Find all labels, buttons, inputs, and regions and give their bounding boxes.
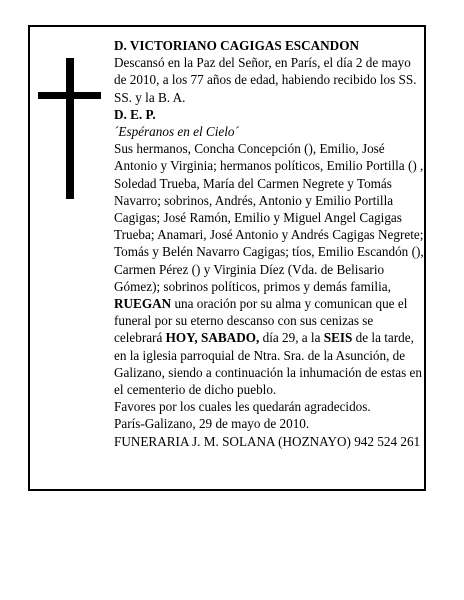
hoy-sabado-label: HOY, SABADO, <box>165 330 260 346</box>
cross-horizontal-bar <box>38 92 101 99</box>
cross-vertical-bar <box>66 58 74 199</box>
gratitude-line: Favores por los cuales les quedarán agradecidos. <box>114 399 371 415</box>
funeral-text-3: de la tarde, en la iglesia parroquial de Ntra. Sra. de la Asunción, de Galizano, siendo a continuación la inhumación de estas en el cementerio de dicho pueblo. <box>114 330 422 398</box>
funeral-request <box>114 295 424 398</box>
funeral-home: FUNERARIA J. M. SOLANA (HOZNAYO) 942 524 261 <box>114 433 421 449</box>
obituary-card <box>28 25 426 491</box>
family-members: Sus hermanos, Concha Concepción (), Emilio, José Antonio y Virginia; hermanos políticos, Emilio Portilla () , Soledad Trueba, María del Carmen Negrete y Tomás Navarro; sobrinos, Andrés, Antonio y Emilio Portilla Cagigas; José Ramón, Emilio y Miguel Angel Cagigas Trueba; Anamari, José Antonio y Andrés Cagigas Negrete; Tomás y Belén Navarro Cagigas; tíos, Emilio Escandón (), Carmen Pérez () y Virginia Díez (Vda. de Belisario Gómez); sobrinos políticos, primos y demás familia, <box>114 141 424 294</box>
funeral-text-1: una oración por su alma y comunican que el funeral por su eterno descanso con sus cenizas se celebrará <box>114 296 408 346</box>
funeral-text-2: día 29, a la <box>259 330 324 346</box>
seis-label: SEIS <box>323 330 353 346</box>
death-announcement: Descansó en la Paz del Señor, en París, el día 2 de mayo de 2010, a los 77 años de edad, habiendo recibido los SS. SS. y la B. A. <box>114 55 417 105</box>
obituary-text <box>114 37 424 450</box>
deceased-name: D. VICTORIANO CAGIGAS ESCANDON <box>114 38 359 53</box>
memorial-quote: ´Espéranos en el Cielo´ <box>114 124 239 140</box>
dep-heading: D. E. P. <box>114 106 156 122</box>
ruegan-label: RUEGAN <box>114 296 172 312</box>
place-date: París-Galizano, 29 de mayo de 2010. <box>114 416 310 432</box>
